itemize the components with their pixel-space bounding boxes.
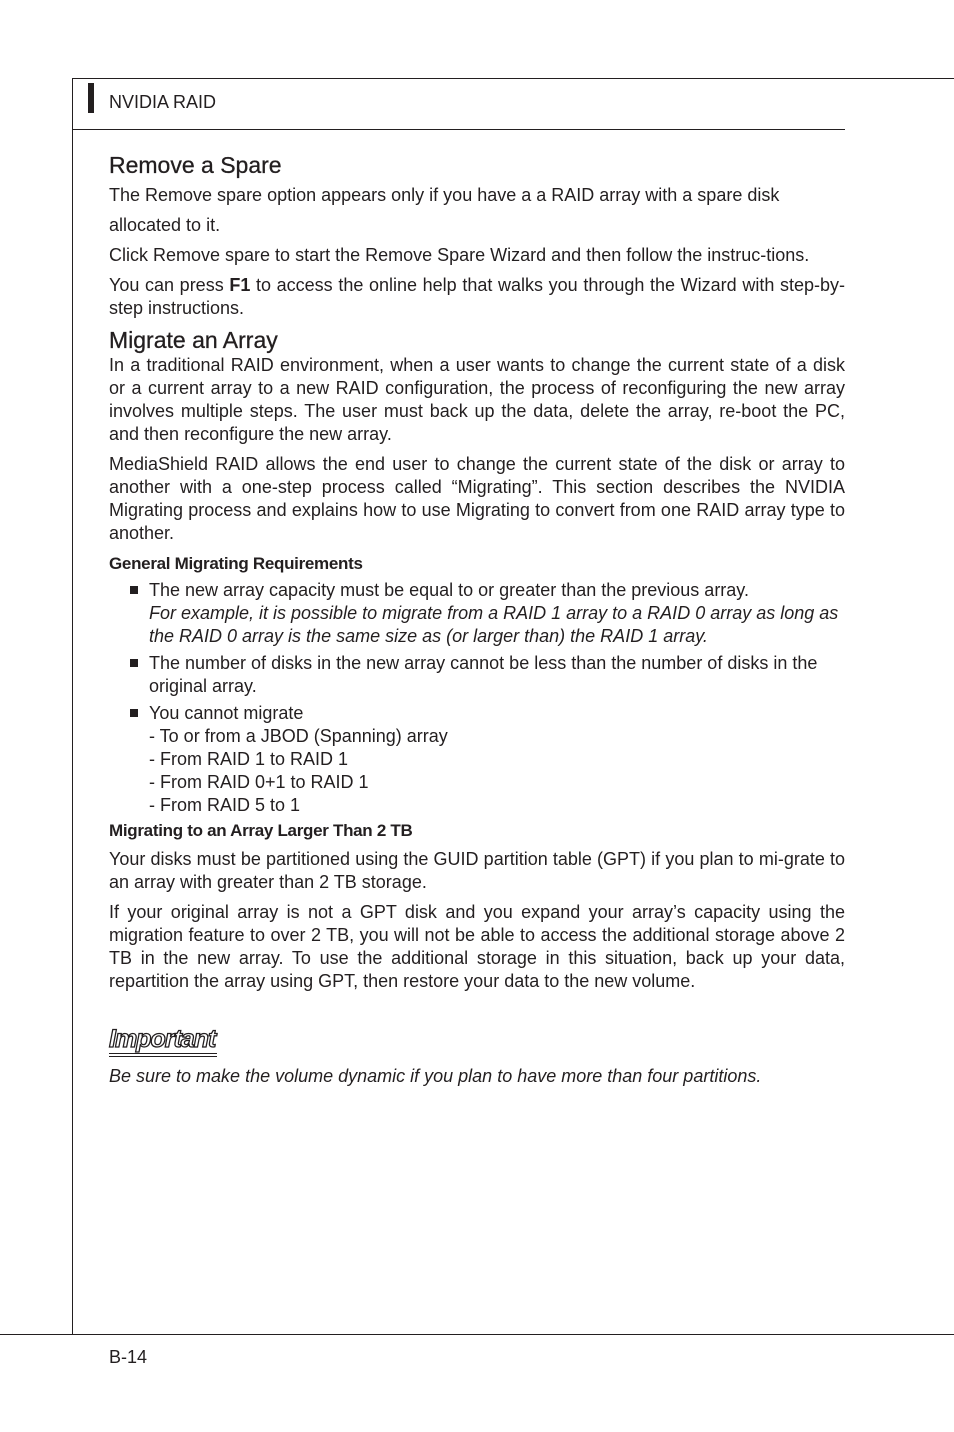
f1-key: F1 [229,275,251,295]
remove-spare-p2: Click Remove spare to start the Remove Spare Wizard and then follow the instruc-tions. [109,245,810,265]
top-rule [72,78,954,79]
important-title: Important [109,1026,217,1057]
example-note: For example, it is possible to migrate from a RAID 1 array to a RAID 0 array as long as the RAID 0 array is the same size as (or larger than) the RAID 1 array. [149,603,839,646]
migrate-p2: MediaShield RAID allows the end user to change the current state of the disk or array to another with a one-step process called “Migrating”. This section describes the NVIDIA Migrating process and explains how to use Migrating to convert from one RAID array type to another. [109,454,845,543]
migrate-exclusion: - From RAID 0+1 to RAID 1 [149,772,369,792]
header-bar-marker [88,83,94,113]
larger-than-2tb-heading: Migrating to an Array Larger Than 2 TB [109,821,413,840]
list-item: You cannot migrate - To or from a JBOD (Spanning) array - From RAID 1 to RAID 1 - From RAID 0+1 to RAID 1 - From RAID 5 to 1 [149,702,845,817]
important-note: Be sure to make the volume dynamic if you plan to have more than four partitions. [109,1066,762,1086]
remove-spare-section [109,148,845,320]
migrate-exclusion: - To or from a JBOD (Spanning) array [149,726,448,746]
bottom-rule [0,1334,954,1335]
remove-spare-p3: You can press F1 to access the online help that walks you through the Wizard with step-by-step instructions. [109,275,845,318]
migrate-exclusion: - From RAID 1 to RAID 1 [149,749,349,769]
migrate-exclusion: - From RAID 5 to 1 [149,795,301,815]
list-item: The number of disks in the new array cannot be less than the number of disks in the original array. [149,652,845,698]
migrate-p1: In a traditional RAID environment, when a user wants to change the current state of a disk or a current array to a new RAID configuration, the process of reconfiguring the new array involves multiple steps. The user must back up the data, delete the array, re-boot the PC, and then reconfigure the new array. [109,355,845,444]
migrate-array-heading: Migrate an Array [109,327,278,353]
running-header: NVIDIA RAID [109,92,217,112]
remove-spare-heading: Remove a Spare [109,152,282,178]
requirements-heading: General Migrating Requirements [109,554,363,573]
requirements-section [109,552,845,817]
page-number: B-14 [109,1347,148,1367]
larger-p1: Your disks must be partitioned using the GUID partition table (GPT) if you plan to mi-grate to an array with greater than 2 TB storage. [109,849,845,892]
left-rule [72,78,73,1335]
requirements-list [109,579,845,817]
important-section [109,1000,845,1088]
larger-than-2tb-section [109,819,845,993]
list-item: The new array capacity must be equal to or greater than the previous array. For example, it is possible to migrate from a RAID 1 array to a RAID 0 array as long as the RAID 0 array is the same size as (or larger than) the RAID 1 array. [149,579,845,648]
remove-spare-p1: The Remove spare option appears only if you have a a RAID array with a spare disk allocated to it. [109,185,780,235]
larger-p2: If your original array is not a GPT disk and you expand your array’s capacity using the migration feature to over 2 TB, you will not be able to access the additional storage above 2 TB in the new array. To use the additional storage in this situation, back up your data, repartition the array using GPT, then restore your data to the new volume. [109,902,845,991]
header-rule [72,129,845,130]
migrate-array-section [109,323,845,545]
page-content [109,148,845,1088]
